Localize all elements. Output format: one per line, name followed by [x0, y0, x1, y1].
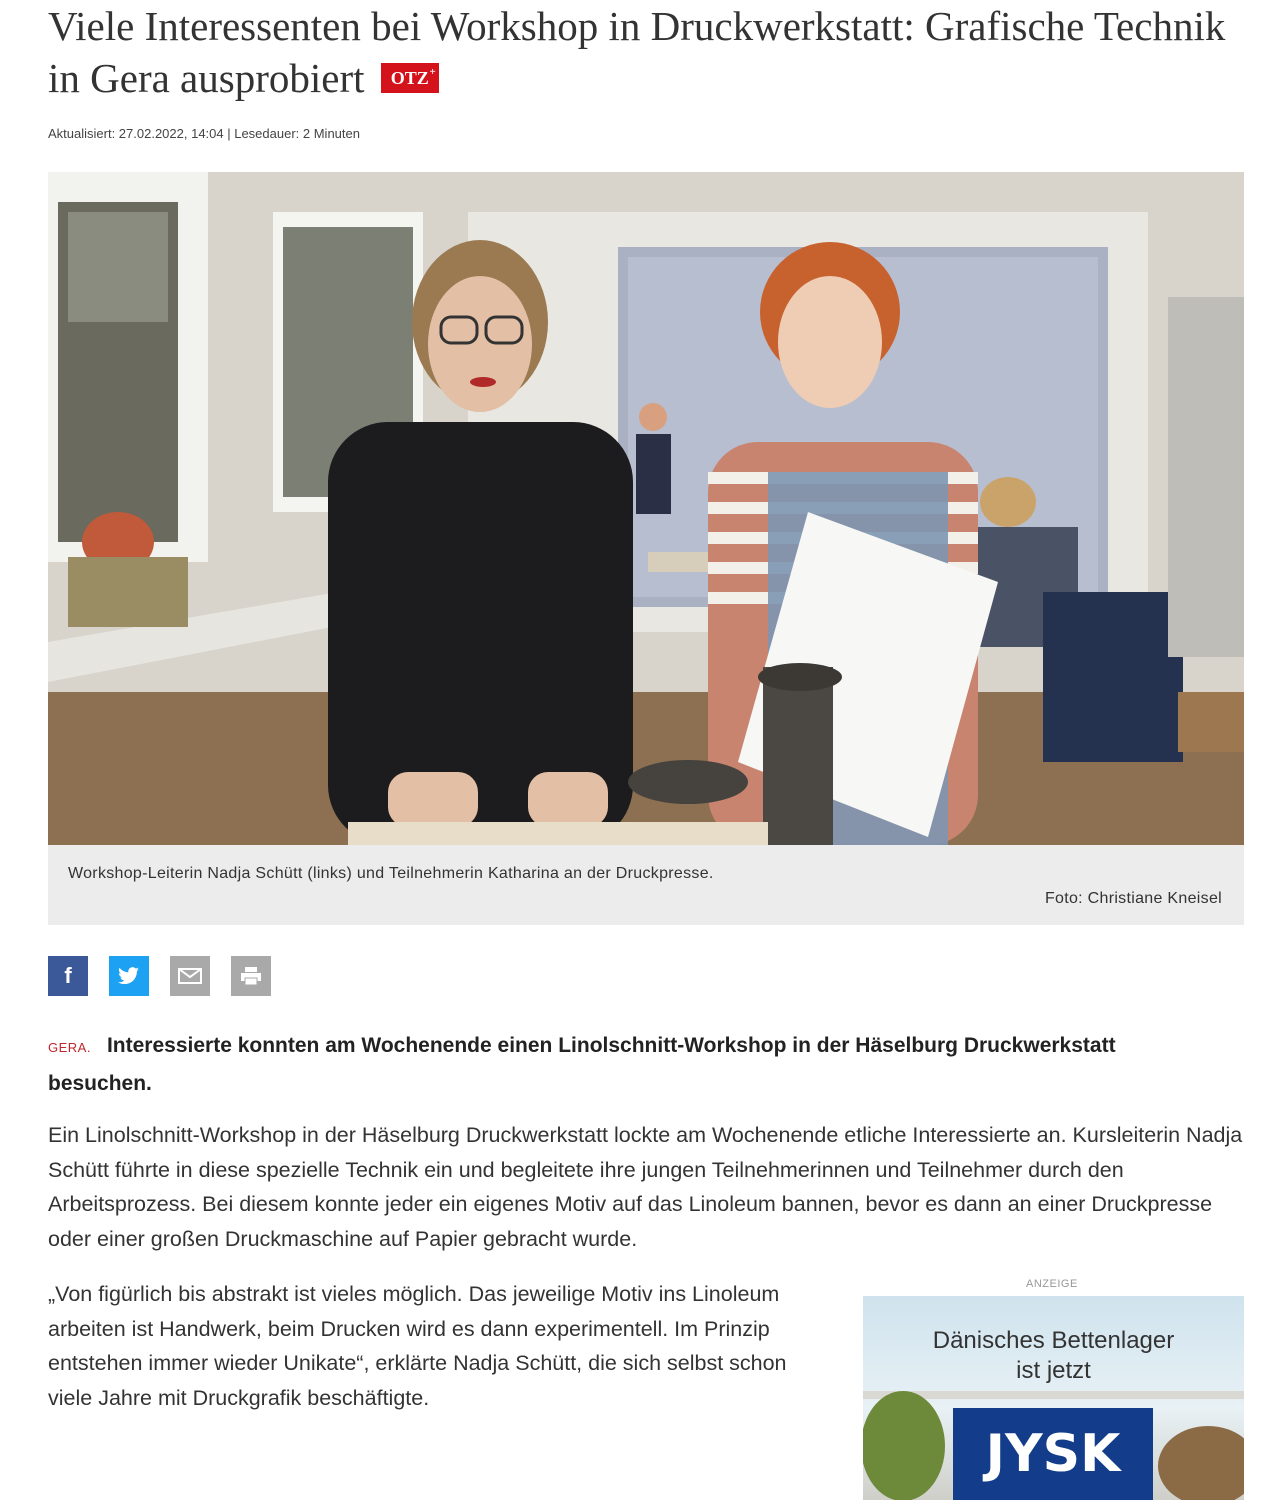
otz-plus-badge[interactable] [381, 63, 439, 93]
article-title-text: Viele Interessenten bei Workshop in Druckwerkstatt: Grafische Technik in Gera ausprobiert [48, 3, 1226, 101]
image-credit: Foto: Christiane Kneisel [1044, 890, 1222, 907]
badge-plus: + [429, 66, 436, 78]
article-location: GERA. [48, 1040, 91, 1055]
facebook-icon: f [64, 963, 72, 988]
workshop-photo [48, 172, 1244, 845]
article-paragraph-2: „Von figürlich bis abstrakt ist vieles möglich. Das jeweilige Motiv ins Linoleum arbeiten ist Handwerk, beim Drucken wird es dann experimentell. Im Prinzip entstehen immer wieder Unikate“, erklärte Nadja Schütt, die sich selbst schon viele Jahre mit Druckgrafik beschäftigte. [48, 1282, 787, 1410]
printer-icon [240, 966, 262, 986]
ad-banner[interactable] [863, 1296, 1244, 1500]
image-caption-box [48, 845, 1244, 925]
twitter-share-button[interactable] [109, 956, 149, 996]
article-paragraph-1: Ein Linolschnitt-Workshop in der Häselburg Druckwerkstatt lockte am Wochenende etliche Interessierte an. Kursleiterin Nadja Schütt führte in diese spezielle Technik ein und begleitete ihre jungen Teilnehmerinnen und Teilnehmer durch den Arbeitsprozess. Bei diesem konnte jeder ein eigenes Motiv auf das Linoleum bannen, bevor es dann an einer Druckpresse oder einer großen Druckmaschine auf Papier gebracht wurde. [48, 1123, 1243, 1251]
lead-text: Interessierte konnten am Wochenende einen Linolschnitt-Workshop in der Häselburg Druckwerkstatt besuchen. [48, 1034, 1116, 1095]
ad-headline: Dänisches Bettenlager ist jetzt [932, 1327, 1175, 1384]
mail-icon [178, 968, 202, 984]
share-bar [48, 956, 271, 996]
article [48, 0, 1244, 1484]
hero-photo[interactable] [48, 172, 1244, 845]
facebook-share-button[interactable] [48, 956, 88, 996]
jysk-logo-text: JYSK [985, 1424, 1121, 1484]
print-button[interactable] [231, 956, 271, 996]
twitter-icon [118, 967, 140, 985]
jysk-logo [953, 1408, 1153, 1500]
article-title [48, 0, 1244, 104]
article-lead [48, 1028, 1188, 1102]
badge-text: OTZ [390, 68, 429, 88]
image-caption: Workshop-Leiterin Nadja Schütt (links) und Teilnehmerin Katharina an der Druckpresse. [68, 865, 714, 882]
ad-label: ANZEIGE [1026, 1278, 1078, 1290]
article-meta: Aktualisiert: 27.02.2022, 14:04 | Lesedauer: 2 Minuten [48, 126, 360, 141]
email-share-button[interactable] [170, 956, 210, 996]
